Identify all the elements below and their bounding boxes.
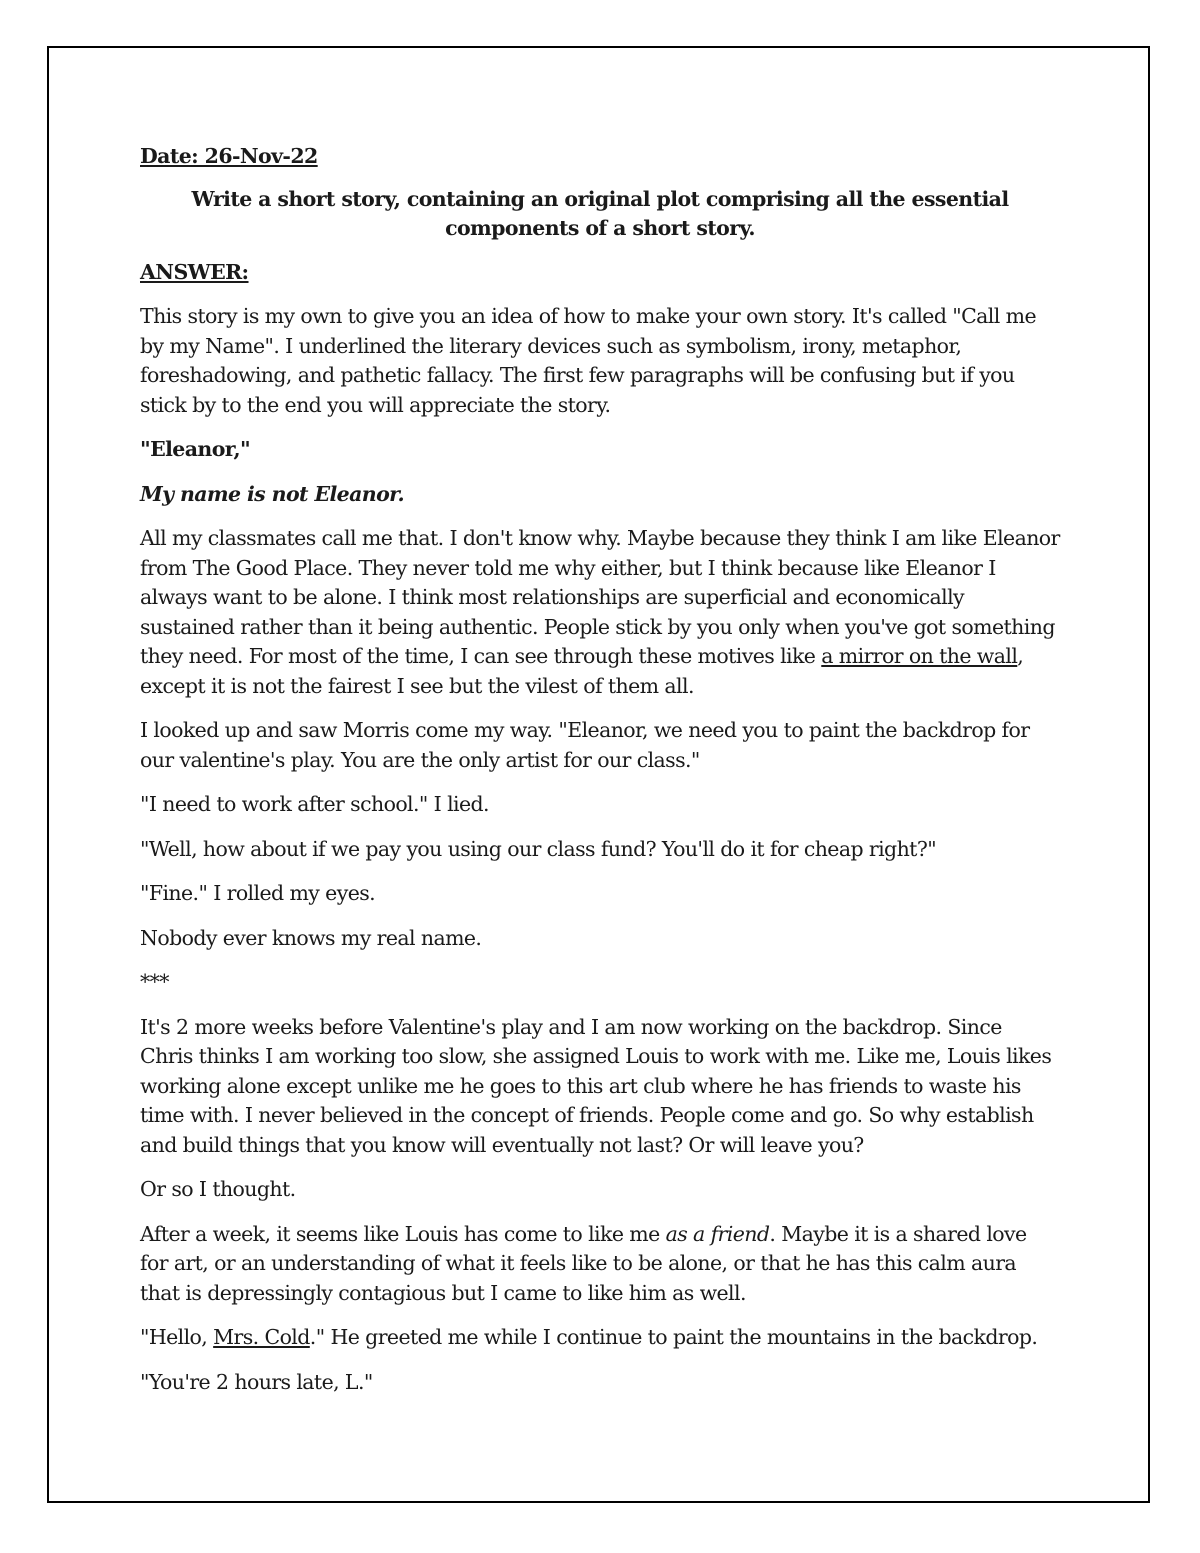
- story-paragraph-10: [140, 1323, 1060, 1353]
- p9-text-start: After a week, it seems like Louis has come to like me: [140, 1221, 666, 1246]
- story-paragraph-7: It's 2 more weeks before Valentine's play and I am now working on the backdrop. Since Chris thinks I am working too slow, she assigned Louis to work with me. Like me, Louis likes working alone except unlike me he goes to this art club where he has friends to waste his time with. I never believed in the concept of friends. People come and go. So why establish and build things that you know will eventually not last? Or will leave you?: [140, 1014, 1052, 1157]
- story-paragraph-5: "Fine." I rolled my eyes.: [140, 881, 376, 905]
- p1-text-start: All my classmates call me that. I don't know why. Maybe because they think I am like Eleanor from The Good Place. They never told me why either, but I think because like Eleanor I always want to be alone. I think most relationships are superficial and economically sustained rather than it being authentic. People stick by you only when you've got something they need. For most of the time, I can see through these motives like: [140, 526, 1060, 668]
- p9-italic-phrase: as a friend: [665, 1221, 770, 1246]
- p9-text-end: . Maybe it is a shared love for art, or an understanding of what it feels like to be alone, or that he has this calm aura that is depressingly contagious but I came to like him as well.: [140, 1221, 1027, 1305]
- not-eleanor-line: My name is not Eleanor.: [140, 481, 405, 506]
- story-paragraph-4: "Well, how about if we pay you using our class fund? You'll do it for cheap right?": [140, 836, 937, 861]
- story-paragraph-1: [140, 524, 1060, 701]
- p10-text-start: "Hello,: [140, 1325, 214, 1349]
- p1-text-end: , except it is not the fairest I see but the vilest of them all.: [140, 644, 1024, 698]
- intro-paragraph: This story is my own to give you an idea of how to make your own story. It's called "Call me by my Name". I underlined the literary devices such as symbolism, irony, metaphor, foreshadowing, and pathetic fallacy. The first few paragraphs will be confusing but if you stick by to the end you will appreciate the story.: [140, 304, 1036, 417]
- p1-underlined-metaphor: a mirror on the wall: [821, 644, 1018, 668]
- story-paragraph-6: Nobody ever knows my real name.: [140, 925, 482, 950]
- p10-text-end: ." He greeted me while I continue to paint the mountains in the backdrop.: [309, 1325, 1038, 1349]
- eleanor-call: "Eleanor,": [140, 437, 251, 461]
- p10-underlined-name: Mrs. Cold: [213, 1325, 310, 1349]
- document-body: [140, 142, 1060, 1412]
- answer-label: ANSWER:: [140, 259, 249, 284]
- story-paragraph-2: I looked up and saw Morris come my way. "Eleanor, we need you to paint the backdrop for our valentine's play. You are the only artist for our class.": [140, 718, 1030, 772]
- story-paragraph-11: "You're 2 hours late, L.": [140, 1369, 373, 1394]
- story-paragraph-3: "I need to work after school." I lied.: [140, 792, 489, 816]
- story-paragraph-8: Or so I thought.: [140, 1177, 296, 1201]
- scene-separator: ***: [140, 970, 169, 994]
- date-heading: Date: 26-Nov-22: [140, 144, 318, 168]
- story-paragraph-9: [140, 1220, 1060, 1309]
- question-heading: Write a short story, containing an original plot comprising all the essential components of a short story.: [191, 186, 1009, 240]
